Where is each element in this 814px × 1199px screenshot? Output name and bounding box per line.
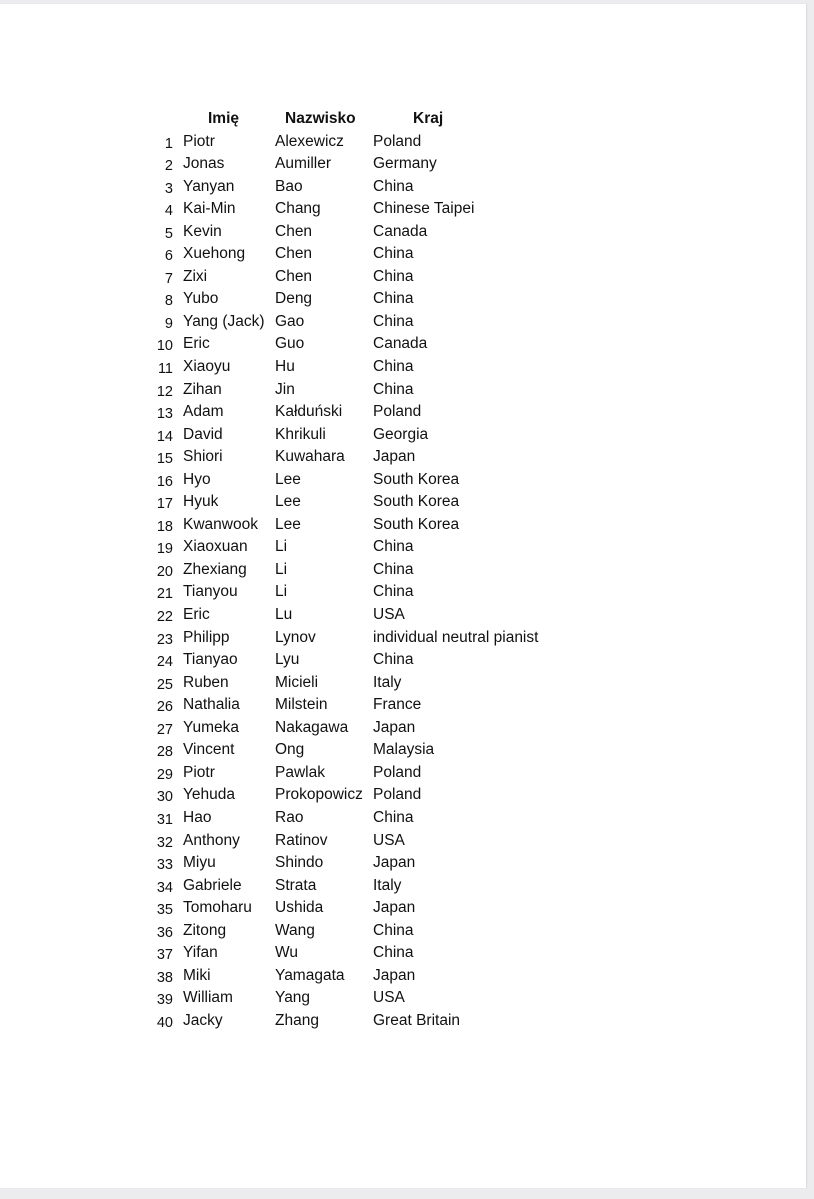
country-cell: Great Britain xyxy=(373,1011,461,1029)
row-number: 22 xyxy=(156,609,173,626)
first-name-cell: Eric xyxy=(183,335,210,353)
row-number: 1 xyxy=(164,135,173,152)
first-name-cell: William xyxy=(183,989,233,1007)
first-name-cell: Piotr xyxy=(183,132,215,150)
first-name-cell: Zitong xyxy=(183,921,227,939)
country-cell: Chinese Taipei xyxy=(373,200,475,218)
row-number: 9 xyxy=(164,315,173,332)
first-name-cell: Tianyou xyxy=(183,583,238,601)
last-name-cell: Chen xyxy=(275,245,313,263)
first-name-cell: Jacky xyxy=(183,1011,223,1029)
first-name-cell: Tomoharu xyxy=(183,899,252,917)
country-cell: South Korea xyxy=(373,470,460,488)
last-name-cell: Zhang xyxy=(275,1011,319,1029)
first-name-cell: Kevin xyxy=(183,222,222,240)
country-cell: China xyxy=(373,245,414,263)
last-name-cell: Khrikuli xyxy=(275,425,326,443)
country-cell: South Korea xyxy=(373,493,460,511)
country-cell: China xyxy=(373,380,414,398)
country-cell: Italy xyxy=(373,673,402,691)
row-number: 23 xyxy=(156,631,173,648)
first-name-cell: Yubo xyxy=(183,290,219,308)
last-name-cell: Lee xyxy=(275,515,301,533)
last-name-cell: Lynov xyxy=(275,628,316,646)
row-number: 32 xyxy=(156,834,173,851)
country-cell: USA xyxy=(373,831,405,849)
first-name-cell: Xuehong xyxy=(183,245,246,263)
row-number: 13 xyxy=(156,406,173,423)
last-name-cell: Micieli xyxy=(275,673,319,691)
first-name-cell: Yanyan xyxy=(183,177,235,195)
first-name-cell: Zixi xyxy=(183,267,208,285)
row-number: 8 xyxy=(164,293,173,310)
row-number: 38 xyxy=(156,969,173,986)
first-name-cell: Zihan xyxy=(183,380,222,398)
row-number: 34 xyxy=(156,879,173,896)
country-cell: France xyxy=(373,696,422,714)
last-name-cell: Wu xyxy=(275,944,298,962)
last-name-cell: Aumiller xyxy=(275,155,331,173)
last-name-cell: Alexewicz xyxy=(275,132,344,150)
row-number: 14 xyxy=(156,428,173,445)
last-name-cell: Kałduński xyxy=(275,403,343,421)
last-name-cell: Ushida xyxy=(275,899,324,917)
country-cell: China xyxy=(373,267,414,285)
first-name-cell: Yang (Jack) xyxy=(183,312,265,330)
row-number: 37 xyxy=(156,947,173,964)
country-cell: China xyxy=(373,290,414,308)
last-name-cell: Chang xyxy=(275,200,321,218)
country-cell: China xyxy=(373,583,414,601)
last-name-cell: Deng xyxy=(275,290,313,308)
row-number: 40 xyxy=(156,1014,173,1031)
last-name-cell: Li xyxy=(275,538,288,556)
last-name-cell: Lyu xyxy=(275,651,300,669)
first-name-cell: Gabriele xyxy=(183,876,242,894)
first-name-cell: Hao xyxy=(183,808,212,826)
row-number: 5 xyxy=(164,225,173,242)
first-name-cell: Hyuk xyxy=(183,493,219,511)
last-name-cell: Lee xyxy=(275,470,301,488)
first-name-cell: Kai-Min xyxy=(183,200,236,218)
first-name-cell: Jonas xyxy=(183,155,225,173)
row-number: 36 xyxy=(156,924,173,941)
country-cell: China xyxy=(373,177,414,195)
first-name-cell: Piotr xyxy=(183,763,215,781)
country-cell: Japan xyxy=(373,966,416,984)
last-name-cell: Wang xyxy=(275,921,315,939)
first-name-cell: Miki xyxy=(183,966,211,984)
country-cell: Japan xyxy=(373,899,416,917)
last-name-cell: Chen xyxy=(275,222,313,240)
first-name-cell: Tianyao xyxy=(183,651,238,669)
first-name-cell: Yumeka xyxy=(183,718,240,736)
row-number: 3 xyxy=(164,180,173,197)
first-name-cell: Vincent xyxy=(183,741,235,759)
last-name-cell: Kuwahara xyxy=(275,448,345,466)
country-cell: Canada xyxy=(373,335,428,353)
country-cell: Japan xyxy=(373,448,416,466)
row-number: 31 xyxy=(156,811,173,828)
last-name-cell: Chen xyxy=(275,267,313,285)
last-name-cell: Li xyxy=(275,560,288,578)
country-cell: China xyxy=(373,808,414,826)
row-number: 18 xyxy=(156,518,173,535)
row-number: 17 xyxy=(156,496,173,513)
last-name-cell: Lee xyxy=(275,493,301,511)
first-name-cell: Xiaoxuan xyxy=(183,538,248,556)
row-number: 11 xyxy=(157,361,173,378)
last-name-cell: Ong xyxy=(275,741,305,759)
last-name-cell: Guo xyxy=(275,335,305,353)
first-name-cell: Miyu xyxy=(183,854,216,872)
first-name-cell: Nathalia xyxy=(183,696,240,714)
header-first-name: Imię xyxy=(208,110,240,127)
row-number: 25 xyxy=(156,676,173,693)
country-cell: Italy xyxy=(373,876,402,894)
country-cell: China xyxy=(373,312,414,330)
country-cell: Poland xyxy=(373,132,422,150)
row-number: 24 xyxy=(156,654,173,671)
last-name-cell: Hu xyxy=(275,358,295,376)
country-cell: Poland xyxy=(373,403,422,421)
first-name-cell: Philipp xyxy=(183,628,230,646)
last-name-cell: Rao xyxy=(275,808,304,826)
country-cell: Germany xyxy=(373,155,437,173)
first-name-cell: Zhexiang xyxy=(183,560,247,578)
first-name-cell: Shiori xyxy=(183,448,223,466)
first-name-cell: Eric xyxy=(183,606,210,624)
row-number: 7 xyxy=(164,270,173,287)
row-number: 2 xyxy=(164,158,173,175)
country-cell: individual neutral pianist xyxy=(373,628,539,646)
first-name-cell: Yifan xyxy=(183,944,218,962)
row-number: 20 xyxy=(156,563,173,580)
last-name-cell: Lu xyxy=(275,606,293,624)
row-number: 4 xyxy=(164,203,173,220)
country-cell: Poland xyxy=(373,763,422,781)
row-number: 35 xyxy=(156,902,173,919)
row-number: 33 xyxy=(156,857,173,874)
document-page xyxy=(0,4,807,1188)
last-name-cell: Strata xyxy=(275,876,317,894)
first-name-cell: Yehuda xyxy=(183,786,236,804)
row-number: 26 xyxy=(156,699,173,716)
last-name-cell: Milstein xyxy=(275,696,328,714)
country-cell: Japan xyxy=(373,718,416,736)
country-cell: USA xyxy=(373,606,405,624)
last-name-cell: Jin xyxy=(275,380,295,398)
first-name-cell: Ruben xyxy=(183,673,229,691)
country-cell: China xyxy=(373,560,414,578)
row-number: 30 xyxy=(156,789,173,806)
first-name-cell: David xyxy=(183,425,223,443)
row-number: 29 xyxy=(156,766,173,783)
last-name-cell: Nakagawa xyxy=(275,718,349,736)
first-name-cell: Hyo xyxy=(183,470,211,488)
country-cell: South Korea xyxy=(373,515,460,533)
country-cell: China xyxy=(373,358,414,376)
last-name-cell: Gao xyxy=(275,312,305,330)
header-last-name: Nazwisko xyxy=(285,110,356,127)
row-number: 19 xyxy=(156,541,173,558)
first-name-cell: Adam xyxy=(183,403,224,421)
last-name-cell: Yang xyxy=(275,989,311,1007)
last-name-cell: Prokopowicz xyxy=(275,786,363,804)
row-number: 27 xyxy=(156,721,173,738)
country-cell: Poland xyxy=(373,786,422,804)
country-cell: China xyxy=(373,944,414,962)
first-name-cell: Kwanwook xyxy=(183,515,258,533)
country-cell: USA xyxy=(373,989,405,1007)
last-name-cell: Pawlak xyxy=(275,763,325,781)
last-name-cell: Shindo xyxy=(275,854,324,872)
country-cell: Malaysia xyxy=(373,741,435,759)
row-number: 39 xyxy=(156,992,173,1009)
last-name-cell: Bao xyxy=(275,177,303,195)
last-name-cell: Ratinov xyxy=(275,831,328,849)
header-country: Kraj xyxy=(413,110,444,127)
row-number: 28 xyxy=(156,744,173,761)
row-number: 21 xyxy=(156,586,173,603)
row-number: 12 xyxy=(156,383,173,400)
country-cell: China xyxy=(373,651,414,669)
first-name-cell: Anthony xyxy=(183,831,240,849)
country-cell: China xyxy=(373,538,414,556)
country-cell: China xyxy=(373,921,414,939)
country-cell: Canada xyxy=(373,222,428,240)
row-number: 15 xyxy=(156,451,173,468)
last-name-cell: Li xyxy=(275,583,288,601)
country-cell: Japan xyxy=(373,854,416,872)
row-number: 10 xyxy=(156,338,173,355)
row-number: 16 xyxy=(156,473,173,490)
country-cell: Georgia xyxy=(373,425,429,443)
last-name-cell: Yamagata xyxy=(275,966,345,984)
first-name-cell: Xiaoyu xyxy=(183,358,231,376)
row-number: 6 xyxy=(164,248,173,265)
